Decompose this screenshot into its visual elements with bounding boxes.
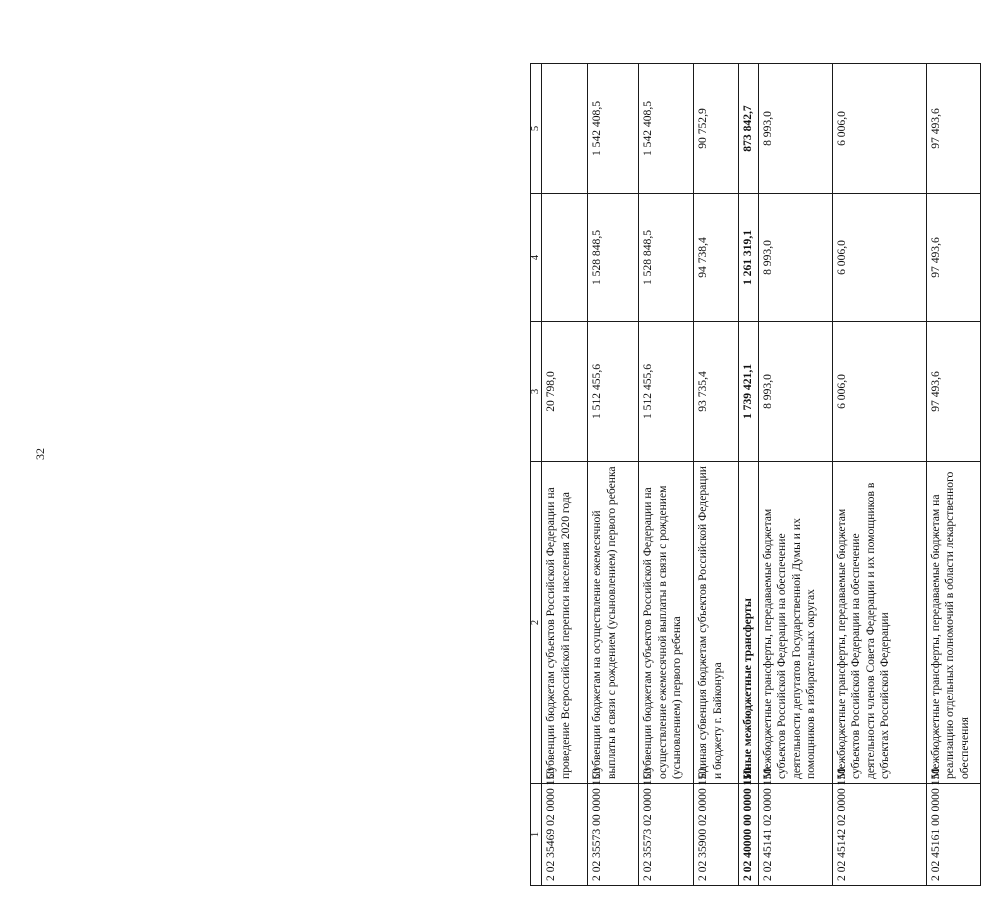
column-number: 1 <box>531 784 542 886</box>
value-col4: 1 528 848,5 <box>639 194 694 322</box>
value-col5: 873 842,7 <box>739 64 759 194</box>
value-col3: 1 512 455,6 <box>639 322 694 462</box>
column-number: 5 <box>531 64 542 194</box>
value-col3: 6 006,0 <box>832 322 926 462</box>
budget-code: 2 02 45141 02 0000 150 <box>758 784 832 886</box>
income-description: Межбюджетные трансферты, передаваемые бюджетам на реализацию отдельных полномочий в области лекарственного обеспечения <box>926 462 980 784</box>
table-row <box>694 64 739 886</box>
rotated-table-container <box>530 64 971 886</box>
value-col5 <box>542 64 588 194</box>
value-col5: 8 993,0 <box>758 64 832 194</box>
value-col3: 97 493,6 <box>926 322 980 462</box>
column-number-row <box>531 64 542 886</box>
value-col4: 94 738,4 <box>694 194 739 322</box>
value-col3: 93 735,4 <box>694 322 739 462</box>
table-row <box>832 64 926 886</box>
value-col3: 1 739 421,1 <box>739 322 759 462</box>
value-col4 <box>542 194 588 322</box>
income-description: Единая субвенция бюджетам субъектов Российской Федерации и бюджету г. Байконура <box>694 462 739 784</box>
income-description: Иные межбюджетные трансферты <box>739 462 759 784</box>
value-col5: 6 006,0 <box>832 64 926 194</box>
income-description: Субвенции бюджетам субъектов Российской Федерации на проведение Всероссийской переписи населения 2020 года <box>542 462 588 784</box>
budget-code: 2 02 45142 02 0000 150 <box>832 784 926 886</box>
income-description: Субвенции бюджетам на осуществление ежемесячной выплаты в связи с рождением (усыновлением) первого ребенка <box>588 462 639 784</box>
budget-code: 2 02 35573 02 0000 150 <box>639 784 694 886</box>
value-col3: 1 512 455,6 <box>588 322 639 462</box>
value-col5: 90 752,9 <box>694 64 739 194</box>
page-number: 32 <box>33 448 47 460</box>
column-number: 4 <box>531 194 542 322</box>
value-col3: 20 798,0 <box>542 322 588 462</box>
budget-code: 2 02 35573 00 0000 150 <box>588 784 639 886</box>
value-col4: 97 493,6 <box>926 194 980 322</box>
budget-code: 2 02 35469 02 0000 150 <box>542 784 588 886</box>
table-row <box>758 64 832 886</box>
budget-code: 2 02 35900 02 0000 150 <box>694 784 739 886</box>
table-row <box>542 64 588 886</box>
value-col4: 1 261 319,1 <box>739 194 759 322</box>
value-col4: 8 993,0 <box>758 194 832 322</box>
value-col5: 1 542 408,5 <box>639 64 694 194</box>
table-row <box>639 64 694 886</box>
column-number: 2 <box>531 462 542 784</box>
table-row <box>588 64 639 886</box>
budget-table <box>530 63 981 886</box>
value-col5: 1 542 408,5 <box>588 64 639 194</box>
budget-code: 2 02 45161 00 0000 150 <box>926 784 980 886</box>
income-description: Межбюджетные трансферты, передаваемые бюджетам субъектов Российской Федерации на обеспечение деятельности членов Совета Федерации и их помощников в субъектах Российской Федерации <box>832 462 926 784</box>
income-description: Межбюджетные трансферты, передаваемые бюджетам субъектов Российской Федерации на обеспечение деятельности депутатов Государственной Думы и их помощников в избирательных округах <box>758 462 832 784</box>
table-row <box>926 64 980 886</box>
budget-code: 2 02 40000 00 0000 150 <box>739 784 759 886</box>
income-description: Субвенции бюджетам субъектов Российской Федерации на осуществление ежемесячной выплаты в связи с рождением (усыновлением) первого ребенка <box>639 462 694 784</box>
value-col3: 8 993,0 <box>758 322 832 462</box>
value-col4: 6 006,0 <box>832 194 926 322</box>
table-row-total <box>739 64 759 886</box>
column-number: 3 <box>531 322 542 462</box>
value-col5: 97 493,6 <box>926 64 980 194</box>
value-col4: 1 528 848,5 <box>588 194 639 322</box>
